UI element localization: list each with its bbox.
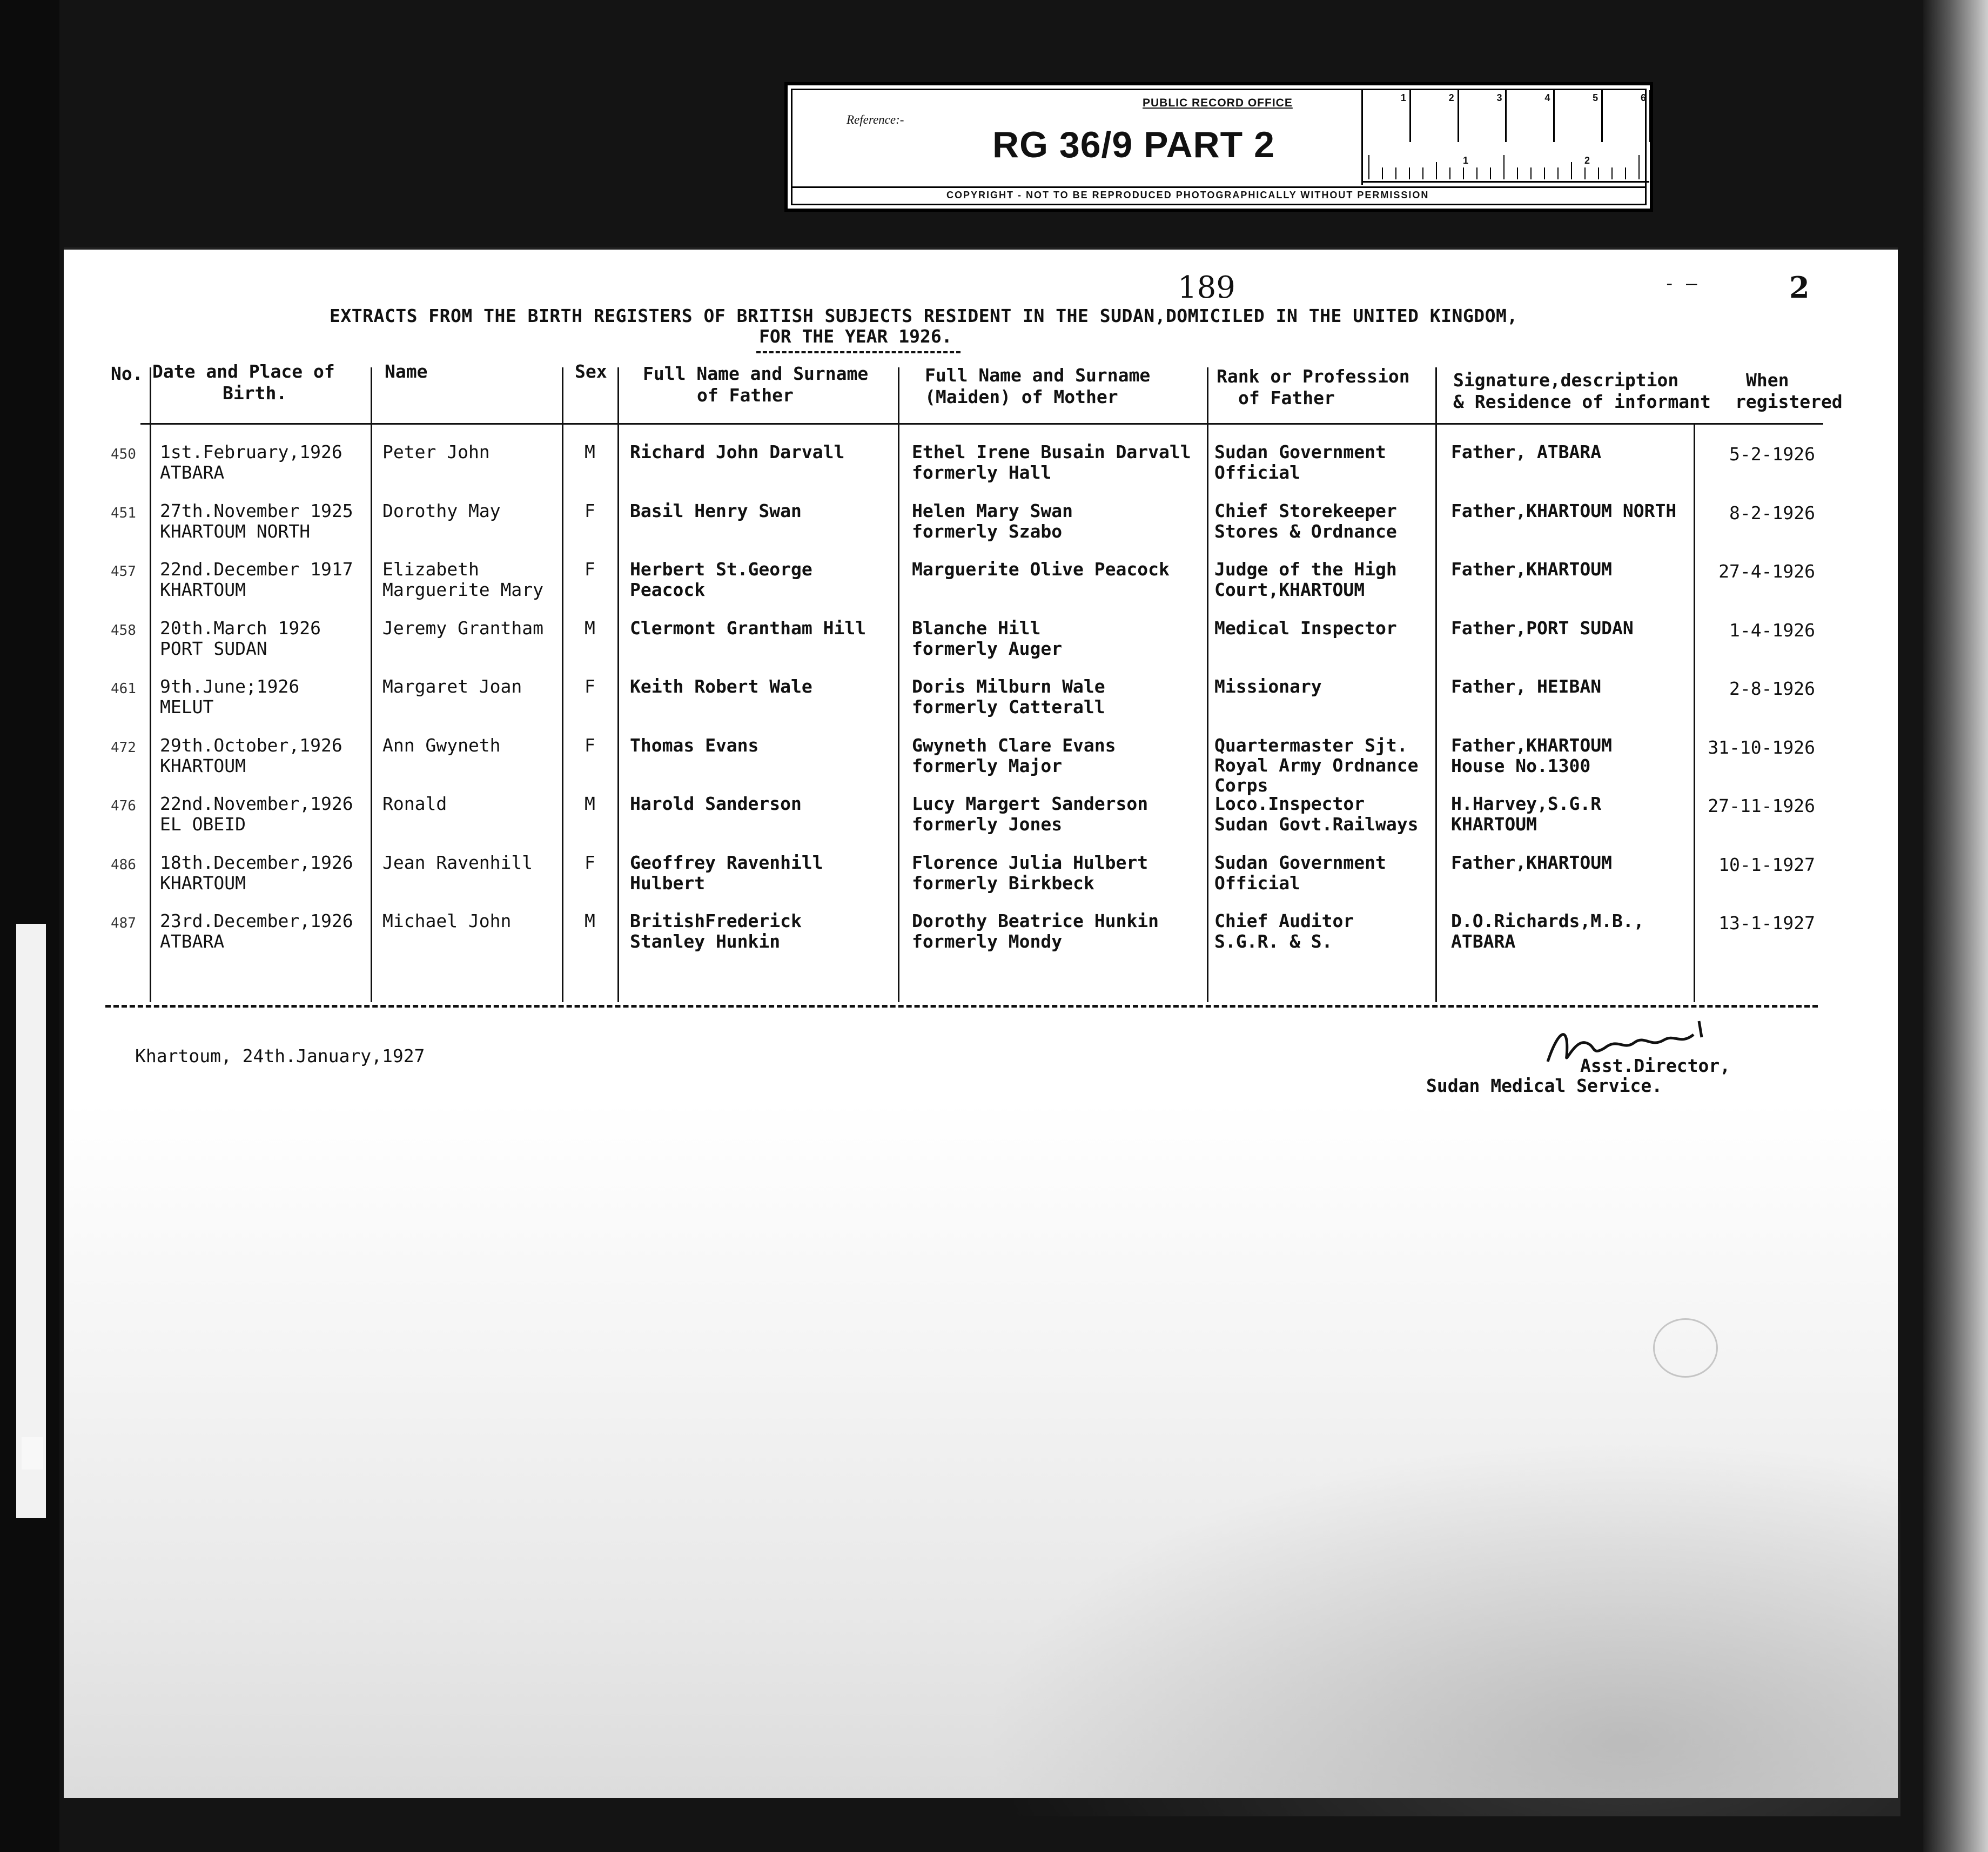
ruler-cell: 1 [1363, 90, 1411, 142]
faint-stamp [1653, 1318, 1718, 1378]
sex [585, 676, 595, 697]
child-name [382, 618, 543, 639]
registration-date-line: 27-4-1926 [1718, 561, 1815, 582]
child-name [382, 559, 543, 600]
father-name [630, 618, 866, 639]
father-name [630, 853, 823, 894]
ruler-tick [1368, 155, 1369, 179]
registration-date-line: 31-10-1926 [1708, 736, 1815, 758]
mother-name-line: formerly Jones [912, 814, 1063, 835]
registration-date [1696, 796, 1815, 816]
header-no: No. [111, 363, 143, 384]
father-profession-line: Chief Storekeeper [1214, 500, 1397, 521]
birth-date-place-line: PORT SUDAN [160, 638, 267, 659]
father-name [630, 559, 812, 600]
mother-name-line: Gwyneth Clare Evans [912, 734, 1116, 756]
ruler-tick [1463, 167, 1464, 179]
informant-line: D.O.Richards,M.B., [1451, 910, 1644, 931]
sex-line: M [585, 441, 595, 462]
entry-number [111, 503, 136, 524]
registration-date [1696, 561, 1815, 582]
child-name-line: Margaret Joan [382, 676, 522, 697]
informant [1451, 559, 1612, 580]
father-profession-line: Missionary [1214, 676, 1322, 697]
birth-date-place [160, 794, 353, 835]
column-divider [1207, 367, 1208, 1002]
father-profession-line: Court,KHARTOUM [1214, 579, 1365, 600]
ruler-scale-number: 2 [1584, 155, 1590, 166]
column-divider [562, 367, 563, 1002]
registration-date [1696, 913, 1815, 934]
birth-date-place [160, 853, 353, 894]
registration-date [1696, 503, 1815, 524]
informant-line: Father, HEIBAN [1451, 676, 1602, 697]
informant-line: Father, ATBARA [1451, 441, 1602, 462]
ruler-tick [1409, 167, 1410, 179]
birth-date-place-line: 22nd.December 1917 [160, 559, 353, 580]
child-name [382, 501, 501, 521]
sex [585, 794, 595, 814]
informant-line: H.Harvey,S.G.R [1451, 793, 1602, 814]
child-name-line: Ronald [382, 793, 447, 814]
header-profession [1217, 366, 1410, 409]
informant-line: House No.1300 [1451, 755, 1591, 776]
ruler-tick [1503, 155, 1505, 179]
sex-line: M [585, 617, 595, 639]
child-name-line: Dorothy May [382, 500, 501, 521]
header-sex: Sex [575, 361, 607, 382]
father-profession-line: Chief Auditor [1214, 910, 1354, 931]
father-profession-line: Loco.Inspector [1214, 793, 1365, 814]
mother-name-line: Marguerite Olive Peacock [912, 559, 1170, 580]
father-profession [1214, 501, 1397, 542]
father-profession-line: Corps [1214, 774, 1268, 796]
child-name-line: Elizabeth [382, 559, 479, 580]
sex [585, 618, 595, 639]
entry-number [111, 620, 136, 641]
mother-name-line: Ethel Irene Busain Darvall [912, 441, 1191, 462]
father-profession [1214, 559, 1397, 600]
birth-date-place-line: 9th.June;1926 [160, 676, 300, 697]
ruler-tick [1557, 167, 1559, 179]
father-name-line: Richard John Darvall [630, 441, 845, 462]
ruler-cell: 2 [1411, 90, 1459, 142]
birth-date-place [160, 559, 353, 600]
father-name-line: Basil Henry Swan [630, 500, 802, 521]
mother-name-line: formerly Catterall [912, 696, 1105, 717]
father-profession [1214, 853, 1386, 894]
father-name [630, 676, 812, 697]
sheet-number: 2 [1789, 270, 1810, 305]
father-profession-line: Stores & Ordnance [1214, 520, 1397, 542]
sex [585, 442, 595, 462]
entry-number-line: 472 [111, 739, 136, 756]
mother-name-line: Helen Mary Swan [912, 500, 1073, 521]
ruler-tick [1449, 167, 1450, 179]
entry-number [111, 855, 136, 875]
father-name [630, 911, 802, 952]
sex-line: F [585, 851, 595, 873]
birth-date-place-line: MELUT [160, 696, 214, 717]
registration-date [1696, 620, 1815, 641]
birth-date-place-line: ATBARA [160, 462, 225, 483]
entry-number [111, 796, 136, 816]
father-name-line: Hulbert [630, 872, 706, 894]
father-name-line: Geoffrey Ravenhill [630, 851, 823, 873]
birth-date-place [160, 676, 299, 717]
sex-line: F [585, 559, 595, 580]
informant [1451, 735, 1612, 776]
signatory-organisation: Sudan Medical Service. [1426, 1075, 1663, 1096]
birth-date-place [160, 735, 342, 776]
page-shading [982, 1438, 1900, 1816]
father-profession-line: S.G.R. & S. [1214, 931, 1333, 952]
ruler-cell: 6 [1603, 90, 1651, 142]
child-name-line: Marguerite Mary [382, 579, 544, 600]
sex [585, 911, 595, 931]
header-registered-line2: registered [1735, 391, 1843, 412]
film-edge-strip [16, 924, 46, 1518]
child-name [382, 794, 447, 814]
informant [1451, 911, 1644, 952]
ruler-cell: 3 [1459, 90, 1507, 142]
ruler-tick [1571, 162, 1572, 179]
ruler-baseline [1363, 181, 1649, 183]
father-profession-line: Official [1214, 462, 1300, 483]
father-name [630, 794, 802, 814]
birth-date-place-line: EL OBEID [160, 814, 246, 835]
birth-date-place-line: KHARTOUM [160, 579, 246, 600]
entry-number-line: 458 [111, 622, 136, 639]
child-name-line: Ann Gwyneth [382, 734, 501, 756]
birth-date-place-line: 22nd.November,1926 [160, 793, 353, 814]
entry-number-line: 486 [111, 856, 136, 873]
sex-line: M [585, 793, 595, 814]
sex-line: M [585, 910, 595, 931]
signatory-title: Asst.Director, [1580, 1055, 1731, 1076]
ruler-tick [1530, 167, 1532, 179]
ruler-tick [1584, 167, 1586, 179]
child-name [382, 853, 533, 873]
copyright-divider [792, 186, 1645, 188]
birth-date-place-line: 29th.October,1926 [160, 734, 342, 756]
header-father [643, 363, 868, 406]
mother-name-line: formerly Mondy [912, 931, 1063, 952]
film-border-right [1923, 0, 1988, 1852]
informant-line: Father,KHARTOUM [1451, 851, 1613, 873]
informant [1451, 794, 1601, 835]
header-date-place-line1: Date and Place of [152, 361, 335, 382]
mother-name [912, 735, 1116, 776]
ruler-tick [1611, 167, 1613, 179]
sex [585, 853, 595, 873]
sex [585, 559, 595, 580]
father-profession [1214, 735, 1419, 795]
informant-line: Father,KHARTOUM [1451, 559, 1613, 580]
sex-line: F [585, 500, 595, 521]
child-name [382, 442, 490, 462]
mother-name-line: Doris Milburn Wale [912, 676, 1105, 697]
ruler-tick [1382, 167, 1383, 179]
birth-date-place-line: ATBARA [160, 931, 225, 952]
ruler-tick [1476, 167, 1477, 179]
father-profession [1214, 794, 1419, 835]
pro-office-heading: PUBLIC RECORD OFFICE [1143, 97, 1293, 109]
registration-date [1696, 679, 1815, 699]
father-profession-line: Royal Army Ordnance [1214, 754, 1419, 776]
mother-name-line: Lucy Margert Sanderson [912, 793, 1149, 814]
table-bottom-rule [105, 1005, 1818, 1008]
birth-date-place [160, 501, 353, 542]
pro-reference-number: RG 36/9 PART 2 [992, 124, 1275, 165]
header-mother-line1: Full Name and Surname [925, 365, 1151, 386]
father-name-line: Stanley Hunkin [630, 931, 781, 952]
birth-date-place-line: KHARTOUM [160, 755, 246, 776]
father-name-line: Harold Sanderson [630, 793, 802, 814]
ruler-tick [1638, 155, 1640, 179]
mother-name [912, 794, 1148, 835]
header-father-line1: Full Name and Surname [643, 363, 869, 384]
header-rule [140, 423, 1823, 425]
ruler-tick [1598, 167, 1599, 179]
header-informant [1453, 370, 1711, 413]
informant [1451, 501, 1676, 521]
informant [1451, 618, 1634, 639]
film-edge-mark [22, 1437, 43, 1469]
entry-number [111, 444, 136, 465]
column-divider [150, 367, 151, 1002]
mother-name-line: formerly Szabo [912, 520, 1063, 542]
column-divider [617, 367, 619, 1002]
father-profession-line: Sudan Govt.Railways [1214, 814, 1419, 835]
birth-date-place-line: KHARTOUM [160, 872, 246, 894]
father-name [630, 442, 844, 462]
ruler-tick [1517, 167, 1518, 179]
father-profession [1214, 676, 1322, 697]
father-name-line: BritishFrederick [630, 910, 802, 931]
informant [1451, 853, 1612, 873]
pro-reference-word: Reference:- [847, 113, 904, 126]
father-name-line: Clermont Grantham Hill [630, 617, 867, 639]
pro-label-inner [791, 89, 1647, 205]
header-profession-line2: of Father [1238, 387, 1335, 408]
birth-date-place-line: 1st.February,1926 [160, 441, 342, 462]
registration-date-line: 10-1-1927 [1718, 854, 1815, 875]
sex [585, 501, 595, 521]
entry-number-line: 457 [111, 563, 136, 580]
entry-number [111, 679, 136, 699]
birth-date-place-line: 27th.November 1925 [160, 500, 353, 521]
header-mother-line2: (Maiden) of Mother [925, 386, 1118, 407]
father-profession-line: Medical Inspector [1214, 617, 1397, 639]
column-divider [371, 367, 372, 1002]
copyright-notice: COPYRIGHT - NOT TO BE REPRODUCED PHOTOGRAPHICALLY WITHOUT PERMISSION [946, 190, 1429, 200]
registration-date-line: 1-4-1926 [1729, 619, 1815, 641]
father-profession-line: Official [1214, 872, 1300, 894]
father-profession-line: Quartermaster Sjt. [1214, 734, 1408, 756]
birth-date-place [160, 911, 353, 952]
entry-number [111, 737, 136, 758]
registration-date-line: 27-11-1926 [1708, 795, 1815, 816]
informant-line: ATBARA [1451, 931, 1516, 952]
mother-name [912, 442, 1191, 483]
entry-number [111, 913, 136, 934]
pro-reference-label [784, 82, 1653, 212]
father-profession-line: Judge of the High [1214, 559, 1397, 580]
entry-number [111, 561, 136, 582]
header-mother [925, 365, 1150, 408]
header-informant-line2: & Residence of informant [1453, 391, 1711, 412]
mother-name-line: Florence Julia Hulbert [912, 851, 1149, 873]
father-name-line: Keith Robert Wale [630, 676, 812, 697]
registration-date-line: 8-2-1926 [1729, 502, 1815, 524]
father-name-line: Thomas Evans [630, 734, 759, 756]
entry-number-line: 487 [111, 915, 136, 931]
mother-name-line: formerly Hall [912, 462, 1052, 483]
mother-name-line: Blanche Hill [912, 617, 1041, 639]
mother-name-line: formerly Birkbeck [912, 872, 1094, 894]
mother-name [912, 501, 1073, 542]
ruler-cell: 4 [1507, 90, 1555, 142]
father-profession [1214, 618, 1397, 639]
child-name [382, 911, 511, 931]
birth-date-place-line: KHARTOUM NORTH [160, 520, 311, 542]
mother-name-line: formerly Major [912, 755, 1063, 776]
informant-line: KHARTOUM [1451, 814, 1537, 835]
child-name-line: Jean Ravenhill [382, 851, 533, 873]
registration-date-line: 13-1-1927 [1718, 912, 1815, 934]
sex-line: F [585, 734, 595, 756]
folio-number: 189 [1178, 270, 1235, 305]
document-title: EXTRACTS FROM THE BIRTH REGISTERS OF BRITISH SUBJECTS RESIDENT IN THE SUDAN,DOMICILED IN THE UNITED KINGDOM, [330, 305, 1518, 326]
mother-name [912, 618, 1062, 659]
entry-number-line: 450 [111, 446, 136, 462]
informant [1451, 676, 1601, 697]
registration-date [1696, 444, 1815, 465]
mother-name [912, 911, 1159, 952]
sex-line: F [585, 676, 595, 697]
father-name-line: Herbert St.George [630, 559, 812, 580]
birth-date-place [160, 618, 321, 659]
father-name [630, 501, 802, 521]
father-name [630, 735, 758, 756]
mother-name [912, 676, 1105, 717]
father-name-line: Peacock [630, 579, 706, 600]
header-registered [1735, 370, 1843, 413]
ruler-scale-number: 1 [1463, 155, 1469, 166]
entry-number-line: 451 [111, 505, 136, 521]
child-name [382, 676, 522, 697]
registration-date [1696, 737, 1815, 758]
mother-name [912, 559, 1170, 580]
column-divider [1435, 367, 1437, 1002]
column-divider [898, 367, 899, 1002]
document-subtitle: FOR THE YEAR 1926. [759, 326, 952, 347]
scale-ruler [1361, 90, 1649, 185]
sheet-mark: - ‒ [1664, 273, 1697, 294]
registration-date-line: 5-2-1926 [1729, 444, 1815, 465]
father-profession [1214, 442, 1386, 483]
entry-number-line: 476 [111, 798, 136, 814]
child-name-line: Peter John [382, 441, 490, 462]
ruler-tick [1395, 167, 1396, 179]
entry-number-line: 461 [111, 681, 136, 697]
child-name [382, 735, 501, 756]
informant-line: Father,KHARTOUM [1451, 734, 1613, 756]
header-date-place-line2: Birth. [223, 383, 287, 404]
mother-name-line: Dorothy Beatrice Hunkin [912, 910, 1159, 931]
ruler-cell: 5 [1555, 90, 1603, 142]
ruler-tick [1422, 167, 1423, 179]
ruler-tick [1544, 167, 1545, 179]
mother-name [912, 853, 1148, 894]
ruler-tick [1490, 167, 1491, 179]
birth-date-place [160, 442, 342, 483]
informant [1451, 442, 1601, 462]
birth-date-place-line: 20th.March 1926 [160, 617, 321, 639]
child-name-line: Jeremy Grantham [382, 617, 544, 639]
header-profession-line1: Rank or Profession [1217, 366, 1410, 387]
mother-name-line: formerly Auger [912, 638, 1063, 659]
birth-date-place-line: 23rd.December,1926 [160, 910, 353, 931]
subtitle-underline [756, 351, 961, 353]
header-informant-line1: Signature,description [1453, 370, 1679, 391]
column-divider [1694, 424, 1695, 1002]
place-and-date: Khartoum, 24th.January,1927 [135, 1045, 425, 1066]
ruler-tick [1625, 167, 1626, 179]
informant-line: Father,PORT SUDAN [1451, 617, 1634, 639]
father-profession [1214, 911, 1354, 952]
father-profession-line: Sudan Government [1214, 851, 1386, 873]
header-date-place [152, 361, 335, 404]
registration-date [1696, 855, 1815, 875]
informant-line: Father,KHARTOUM NORTH [1451, 500, 1677, 521]
registration-date-line: 2-8-1926 [1729, 678, 1815, 699]
header-registered-line1: When [1746, 370, 1789, 391]
child-name-line: Michael John [382, 910, 512, 931]
header-father-line2: of Father [697, 385, 794, 406]
header-name: Name [385, 361, 428, 382]
ruler-tick [1436, 162, 1437, 179]
birth-date-place-line: 18th.December,1926 [160, 851, 353, 873]
sex [585, 735, 595, 756]
father-profession-line: Sudan Government [1214, 441, 1386, 462]
